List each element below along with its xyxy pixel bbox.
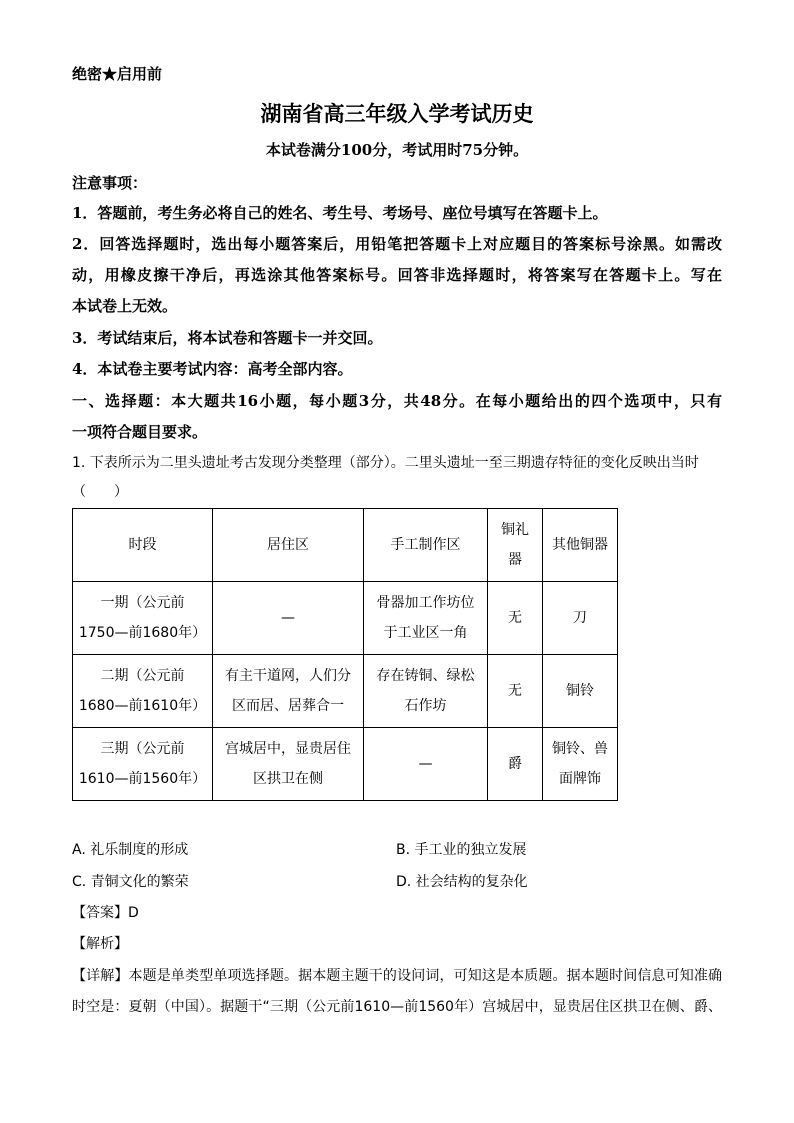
option-c[interactable]: C. 青铜文化的繁荣	[72, 874, 189, 890]
section-heading-line-1: 一、选择题：本大题共16小题，每小题3分，共48分。在每小题给出的四个选项中，只有	[72, 392, 722, 410]
cell-ritual	[488, 582, 543, 655]
header-period	[73, 509, 213, 582]
cell-text: 无	[508, 683, 522, 699]
header-ritual-bronze	[488, 509, 543, 582]
notice-item-4: 4．本试卷主要考试内容：高考全部内容。	[72, 360, 353, 378]
cell-text: 铜铃	[566, 683, 594, 699]
option-b[interactable]: B. 手工业的独立发展	[396, 842, 527, 858]
cell-text: 石作坊	[404, 698, 447, 714]
header-residence-text: 居住区	[267, 537, 309, 553]
cell-text: 有主干道网，人们分	[225, 668, 351, 684]
cell-text: 1610—前1560年）	[78, 771, 207, 787]
header-workshop	[364, 509, 488, 582]
header-period-text: 时段	[128, 537, 157, 553]
cell-ritual	[488, 728, 543, 801]
header-residence	[213, 509, 364, 582]
cell-other	[543, 655, 618, 728]
cell-text: 1680—前1610年）	[78, 698, 207, 714]
exam-title: 湖南省高三年级入学考试历史	[260, 101, 534, 126]
table-row	[73, 655, 618, 728]
cell-text: 宫城居中，显贵居住	[225, 741, 351, 757]
detail-line-1: 【详解】本题是单类型单项选择题。据本题主题干的设问词，可知这是本质题。据本题时间信息可知准确	[72, 968, 722, 984]
header-ritual-text-1: 铜礼	[501, 522, 529, 538]
header-workshop-text: 手工制作区	[390, 537, 461, 553]
notice-item-2-line-1: 2．回答选择题时，选出每小题答案后，用铅笔把答题卡上对应题目的答案标号涂黑。如需改	[72, 235, 722, 253]
cell-residence	[213, 728, 364, 801]
cell-text: 铜铃、兽	[552, 741, 608, 757]
confidential-label: 绝密★启用前	[72, 65, 163, 83]
cell-workshop	[364, 728, 488, 801]
header-ritual-text-2: 器	[508, 552, 522, 568]
table-header-row	[73, 509, 618, 582]
cell-text: 区拱卫在侧	[253, 771, 323, 787]
cell-text: 一期（公元前	[100, 595, 185, 611]
cell-period	[73, 655, 213, 728]
cell-workshop	[364, 655, 488, 728]
cell-text: —	[281, 610, 295, 626]
notice-item-2-line-2: 动，用橡皮擦干净后，再选涂其他答案标号。回答非选择题时，将答案写在答题卡上。写在	[72, 266, 722, 284]
option-a[interactable]: A. 礼乐制度的形成	[72, 842, 189, 858]
question-1-stem-line-2: （ ）	[72, 484, 128, 500]
notice-item-3: 3．考试结束后，将本试卷和答题卡一并交回。	[72, 329, 383, 347]
option-d[interactable]: D. 社会结构的复杂化	[396, 874, 528, 890]
notice-item-1: 1．答题前，考生务必将自己的姓名、考生号、考场号、座位号填写在答题卡上。	[72, 204, 608, 222]
exam-subtitle: 本试卷满分100分，考试用时75分钟。	[265, 141, 529, 159]
notice-item-2-line-3: 本试卷上无效。	[72, 297, 178, 315]
section-heading-line-2: 一项符合题目要求。	[72, 423, 208, 441]
cell-text: 1750—前1680年）	[78, 625, 207, 641]
cell-text: 存在铸铜、绿松	[376, 668, 475, 684]
cell-residence	[213, 655, 364, 728]
question-1-stem-line-1: 1. 下表所示为二里头遗址考古发现分类整理（部分）。二里头遗址一至三期遗存特征的变化反映出当时	[72, 455, 699, 471]
cell-other	[543, 728, 618, 801]
table-row	[73, 728, 618, 801]
detail-line-2: 时空是：夏朝（中国）。据题干“三期（公元前1610—前1560年）宫城居中，显贵居住区拱卫在侧、爵、	[72, 999, 722, 1015]
cell-workshop	[364, 582, 488, 655]
header-other-bronze	[543, 509, 618, 582]
cell-text: 骨器加工作坊位	[376, 595, 475, 611]
cell-ritual	[488, 655, 543, 728]
cell-text: —	[418, 756, 433, 772]
cell-text: 无	[508, 610, 522, 626]
notice-heading: 注意事项：	[72, 174, 148, 192]
cell-text: 二期（公元前	[100, 668, 185, 684]
table-row	[73, 582, 618, 655]
cell-text: 于工业区一角	[383, 625, 468, 641]
cell-text: 面牌饰	[559, 771, 601, 787]
cell-text: 三期（公元前	[100, 741, 185, 757]
answer-label: 【答案】D	[72, 905, 139, 921]
cell-text: 区而居、居葬合一	[232, 698, 344, 714]
archaeology-table	[72, 508, 618, 801]
cell-residence	[213, 582, 364, 655]
header-other-text: 其他铜器	[552, 537, 608, 553]
cell-period	[73, 582, 213, 655]
cell-text: 刀	[573, 610, 587, 626]
cell-period	[73, 728, 213, 801]
cell-other	[543, 582, 618, 655]
analysis-label: 【解析】	[72, 936, 128, 952]
cell-text: 爵	[508, 756, 522, 772]
